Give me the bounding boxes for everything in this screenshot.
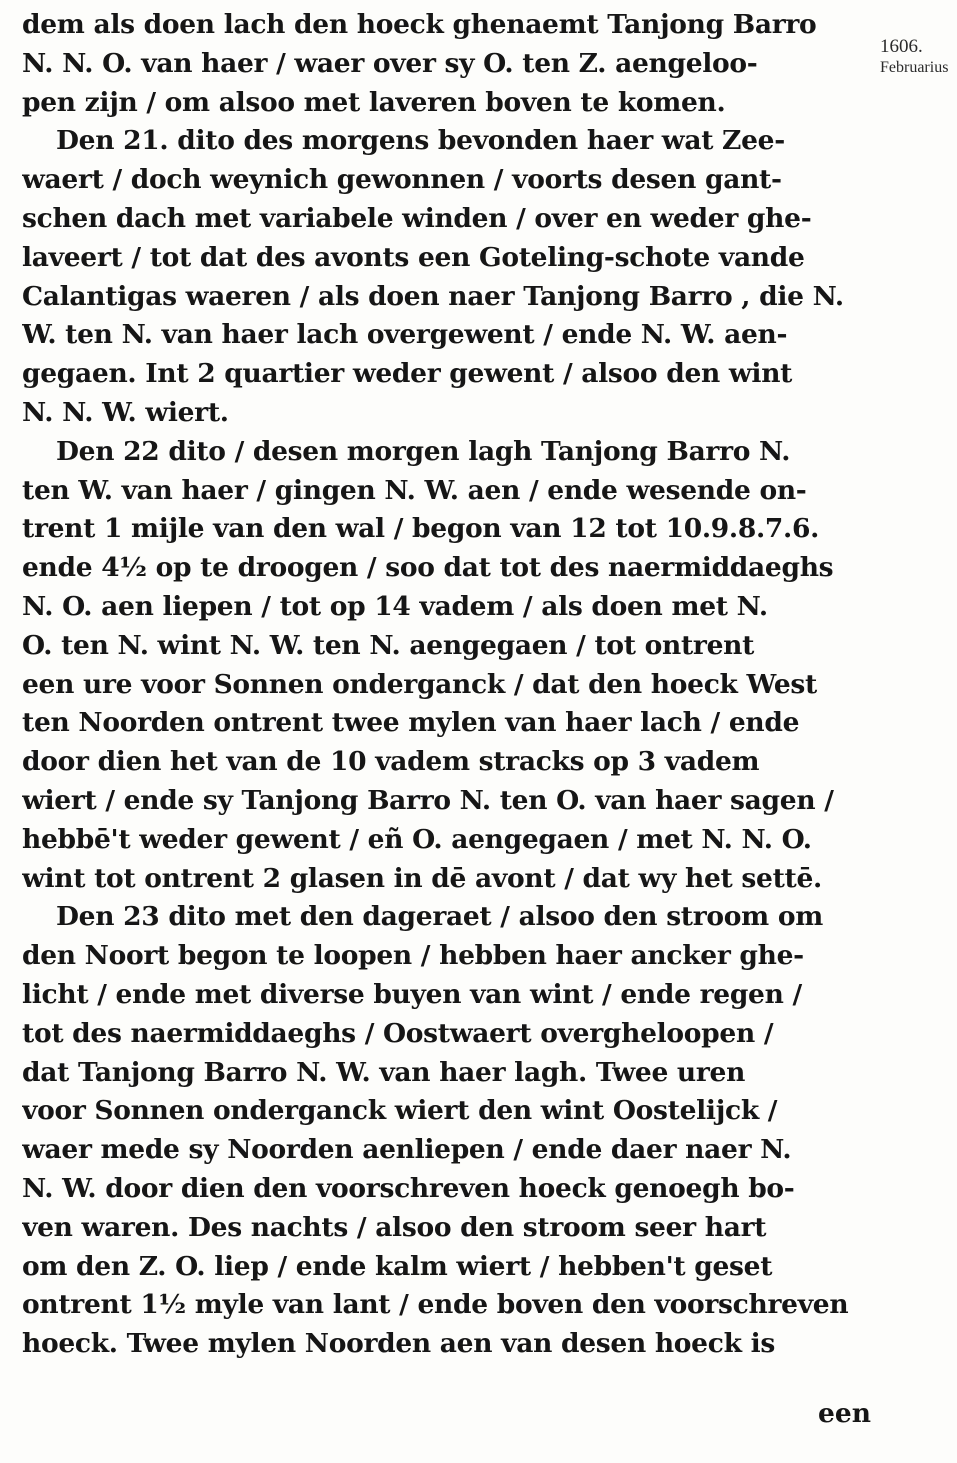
text-line: ende 4½ op te droogen / soo dat tot des naermiddaeghs [22,552,834,584]
margin-note [880,36,957,78]
text-line: laveert / tot dat des avonts een Goteling-schote vande [22,241,805,273]
text-line: ven waren. Des nachts / alsoo den stroom seer hart [22,1211,767,1243]
text-line: ten Noorden ontrent twee mylen van haer lach / ende [22,707,800,739]
text-line: tot des naermiddaeghs / Oostwaert overgheloopen / [22,1017,774,1049]
text-line: Den 22 dito / desen morgen lagh Tanjong Barro N. [56,435,791,467]
text-line: Den 23 dito met den dageraet / alsoo den stroom om [56,901,823,933]
text-line: N. W. door dien den voorschreven hoeck genoegh bo- [22,1172,795,1204]
text-line: waert / doch weynich gewonnen / voorts desen gant- [22,164,782,196]
text-line: ontrent 1½ myle van lant / ende boven den voorschreven [22,1289,849,1321]
text-line: Calantigas waeren / als doen naer Tanjong Barro , die N. [22,280,844,312]
text-line: trent 1 mijle van den wal / begon van 12 tot 10.9.8.7.6. [22,513,820,545]
text-line: dat Tanjong Barro N. W. van haer lagh. Twee uren [22,1056,746,1088]
text-line: hebbē't weder gewent / eñ O. aengegaen / met N. N. O. [22,823,812,855]
text-line: dem als doen lach den hoeck ghenaemt Tanjong Barro [22,9,817,40]
text-line: om den Z. O. liep / ende kalm wiert / hebben't geset [22,1250,773,1282]
text-line: wint tot ontrent 2 glasen in dē avont / dat wy het settē. [22,862,822,894]
text-line: waer mede sy Noorden aenliepen / ende daer naer N. [22,1134,792,1166]
text-line: Den 21. dito des morgens bevonden haer wat Zee- [56,125,785,157]
text-line: ten W. van haer / gingen N. W. aen / ende wesende on- [22,474,807,506]
text-line: W. ten N. van haer lach overgewent / ende N. W. aen- [22,319,788,351]
text-line: een ure voor Sonnen onderganck / dat den hoeck West [22,668,817,700]
margin-month: Februarius [880,59,949,76]
body-text [22,6,872,1364]
text-line: N. O. aen liepen / tot op 14 vadem / als doen met N. [22,590,768,622]
margin-year: 1606. [880,36,923,57]
text-line: O. ten N. wint N. W. ten N. aengegaen / tot ontrent [22,629,755,661]
text-line: schen dach met variabele winden / over en weder ghe- [22,202,812,234]
text-line: gegaen. Int 2 quartier weder gewent / alsoo den wint [22,358,793,390]
catchword: een [818,1398,871,1429]
text-line: licht / ende met diverse buyen van wint / ende regen / [22,978,802,1010]
text-line: N. N. O. van haer / waer over sy O. ten Z. aengeloo- [22,47,758,79]
text-line: wiert / ende sy Tanjong Barro N. ten O. van haer sagen / [22,784,834,816]
text-line: den Noort begon te loopen / hebben haer ancker ghe- [22,940,804,972]
text-line: pen zijn / om alsoo met laveren boven te komen. [22,86,726,118]
text-line: door dien het van de 10 vadem stracks op 3 vadem [22,746,760,778]
text-line: N. N. W. wiert. [22,396,229,428]
text-line: voor Sonnen onderganck wiert den wint Oostelijck / [22,1095,778,1127]
text-line: hoeck. Twee mylen Noorden aen van desen hoeck is [22,1328,775,1360]
